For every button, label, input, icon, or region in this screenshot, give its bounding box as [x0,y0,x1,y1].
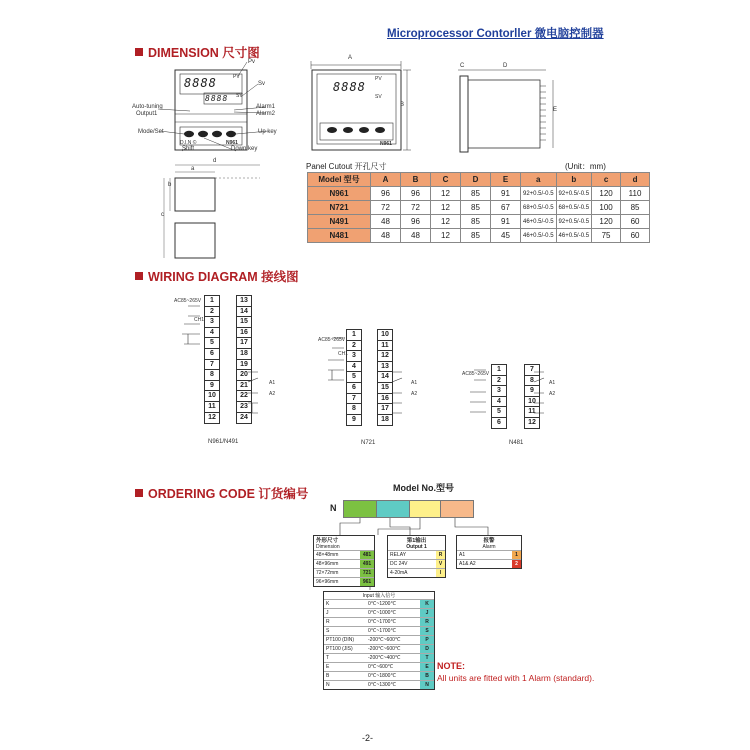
terminal: 4 [204,327,220,339]
table-header: B [401,173,431,187]
option-dimension-subtitle: Dimension [316,544,340,550]
table-row [308,201,650,215]
output1-label: Output1 [136,111,158,117]
input-range: 0℃~1800℃ [368,673,397,679]
option-text: A1& A2 [459,561,476,567]
panel-cutout-title: Panel Cutout 开孔尺寸 [306,162,387,171]
section-ordering [135,484,308,502]
list-item [388,559,445,568]
list-item [388,550,445,559]
cutout-label-a: a [191,166,195,172]
input-range: -200℃~600℃ [368,637,401,643]
terminal: 12 [377,350,393,362]
n961-a2: A2 [269,391,276,397]
option-code: R [436,551,445,559]
terminal: 3 [204,316,220,328]
input-type: S [326,628,330,634]
input-range: -200℃~600℃ [368,646,401,652]
table-cell: 110 [621,187,650,201]
table-cell: 96 [401,187,431,201]
table-cell: N961 [308,187,371,201]
list-item [324,626,434,635]
table-cell: 12 [431,215,461,229]
front-view-model: N961 [380,141,392,147]
table-cell: 48 [371,229,401,243]
terminal: 14 [377,371,393,383]
terminal: 6 [204,348,220,360]
terminal: 1 [491,364,507,376]
option-code: 1 [512,551,521,559]
table-cell: 92+0.5/-0.5 [556,215,592,229]
option-dimension-title: 外形尺寸 [316,538,339,544]
list-item [324,644,434,653]
table-cell: 72 [371,201,401,215]
input-code: K [420,600,434,608]
terminal: 7 [346,393,362,405]
side-view-label-c: C [460,63,465,69]
n961-caption: N961/N491 [208,439,239,445]
input-type: N [326,682,330,688]
terminal: 15 [377,382,393,394]
table-cell: 85 [461,201,491,215]
terminal: 1 [204,295,220,307]
terminal: 10 [524,396,540,408]
terminal: 2 [491,375,507,387]
n961-a1: A1 [269,380,276,386]
table-row [308,187,650,201]
table-cell: 100 [592,201,621,215]
terminal: 13 [236,295,252,307]
terminal: 2 [346,340,362,352]
cutout-label-d: d [213,158,217,164]
side-view-label-e: E [553,107,558,113]
table-cell: 91 [491,187,521,201]
table-cell: 48 [401,229,431,243]
table-cell: 120 [592,187,621,201]
n481-a2: A2 [549,391,556,397]
input-code: T [420,654,434,662]
option-text: 72×72mm [316,570,339,576]
option-code: 481 [360,551,374,559]
n721-ch1: CH1 [338,351,349,357]
option-dimension [313,535,375,587]
input-code: R [420,618,434,626]
front-view-sv: SV [375,94,382,100]
input-code: N [420,681,434,689]
terminal: 21 [236,380,252,392]
table-row [308,215,650,229]
section-ordering-title: ORDERING CODE 订货编号 [148,487,309,501]
option-alarm-subtitle: Alarm [482,544,496,550]
list-item [324,680,434,689]
table-cell: 85 [461,187,491,201]
pv-display: 8888 [184,76,217,90]
terminal: 18 [236,348,252,360]
option-code: 961 [360,578,374,586]
table-cell: 60 [621,229,650,243]
front-view-label-b: B [400,102,405,108]
terminal: 7 [524,364,540,376]
n481-a1: A1 [549,380,556,386]
option-output-subtitle: Output 1 [406,544,427,550]
terminal: 14 [236,306,252,318]
list-item [314,559,374,568]
list-item [324,662,434,671]
terminal: 3 [346,350,362,362]
option-output-title: 第1输出 [406,538,427,544]
terminal: 18 [377,414,393,426]
table-header: a [521,173,557,187]
section-bullet [135,489,143,497]
cutout-drawing [160,160,270,270]
n961-supply: AC85~265V [174,298,202,304]
table-header: d [621,173,650,187]
terminal: 8 [204,369,220,381]
input-range: 0℃~1700℃ [368,628,397,634]
table-cell: 45 [491,229,521,243]
terminal: 5 [204,337,220,349]
terminal: 17 [236,337,252,349]
auto-tuning-label: Auto-tuning [132,104,163,110]
alarm2-label: Alarm2 [256,111,276,117]
header-title: Microprocessor Contorller 微电脑控制器 [387,28,604,40]
table-cell: 85 [621,201,650,215]
option-text: RELAY [390,552,407,558]
terminal: 7 [204,359,220,371]
table-cell: 91 [491,215,521,229]
input-type: E [326,664,330,670]
list-item [324,635,434,644]
terminal: 6 [491,417,507,429]
input-code: J [420,609,434,617]
shift-label: Shift [182,146,195,152]
n961-ch1: CH1 [194,317,205,323]
front-view-display: 8888 [333,80,366,94]
option-code: 2 [512,560,521,568]
wiring-lines [170,290,590,440]
option-alarm [456,535,522,569]
terminal: 1 [346,329,362,341]
pv-arrow-label: Pv [248,59,256,65]
model-no-label: Model No.型号 [393,483,454,493]
table-cell: 12 [431,229,461,243]
table-cell: 12 [431,201,461,215]
table-header: c [592,173,621,187]
front-view-diagram [305,55,415,155]
input-type: B [326,673,330,679]
front-view-pv: PV [375,76,382,82]
cutout-label-b: b [168,182,172,188]
terminal: 9 [346,414,362,426]
panel-cutout-unit: (Unit：mm) [565,162,606,171]
input-range: -200℃~400℃ [368,655,401,661]
side-view-label-d: D [503,63,508,69]
input-type: PT100 (JIS) [326,646,353,652]
note-title: NOTE: [437,661,465,671]
model-label: N961 [226,140,238,146]
terminal: 17 [377,403,393,415]
table-cell: 67 [491,201,521,215]
sv-label: SV [236,93,243,99]
input-code: S [420,627,434,635]
input-type: J [326,610,329,616]
input-range: 0℃~600℃ [368,664,394,670]
terminal: 9 [204,380,220,392]
n481-supply: AC85~265V [462,371,490,377]
table-cell: 96 [371,187,401,201]
table-cell: 60 [621,215,650,229]
input-rows [324,599,434,689]
n721-caption: N721 [361,440,376,446]
input-type: PT100 (DIN) [326,637,355,643]
list-item [324,671,434,680]
terminal: 16 [377,393,393,405]
n721-supply: AC85~265V [318,337,346,343]
list-item [324,617,434,626]
n721-a2: A2 [411,391,418,397]
option-input [323,591,435,690]
terminal: 20 [236,369,252,381]
section-wiring [135,267,299,285]
side-view-diagram [450,62,570,157]
table-header: C [431,173,461,187]
terminal: 5 [346,371,362,383]
input-range: 0℃~1300℃ [368,682,397,688]
table-cell: N721 [308,201,371,215]
option-text: 48×96mm [316,561,339,567]
list-item [324,599,434,608]
option-text: DC 24V [390,561,408,567]
table-row [308,229,650,243]
option-text: A1 [459,552,466,558]
table-cell: 48 [371,215,401,229]
section-dimension-title: DIMENSION 尺寸图 [148,46,260,60]
terminal: 23 [236,401,252,413]
list-item [314,568,374,577]
terminal: 8 [524,375,540,387]
table-cell: 96 [401,215,431,229]
terminal: 11 [524,406,540,418]
terminal: 8 [346,403,362,415]
terminal: 11 [377,340,393,352]
list-item [324,653,434,662]
table-cell: 46+0.5/-0.5 [521,215,557,229]
option-code: V [436,560,445,568]
input-type: T [326,655,330,661]
note-text: All units are fitted with 1 Alarm (standard). [437,673,595,683]
terminal: 19 [236,359,252,371]
list-item [324,608,434,617]
table-cell: 92+0.5/-0.5 [521,187,557,201]
table-cell: 68+0.5/-0.5 [556,201,592,215]
model-prefix: N [330,503,337,513]
terminal: 12 [204,412,220,424]
table-cell: 12 [431,187,461,201]
table-cell: N491 [308,215,371,229]
list-item [457,550,521,559]
table-header: A [371,173,401,187]
table-cell: 46+0.5/-0.5 [556,229,592,243]
input-code: P [420,636,434,644]
terminal: 6 [346,382,362,394]
terminal: 3 [491,385,507,397]
list-item [457,559,521,568]
table-cell: 72 [401,201,431,215]
list-item [388,568,445,577]
table-header: E [491,173,521,187]
panel-cutout-table [307,172,650,243]
option-output [387,535,446,578]
terminal: 4 [491,396,507,408]
panel-cutout-table-wrap [307,172,650,243]
terminal: 16 [236,327,252,339]
brand-label: D.I.N © [180,140,197,146]
input-type: K [326,601,330,607]
table-cell: 85 [461,215,491,229]
table-header: Model 型号 [308,173,371,187]
terminal: 12 [524,417,540,429]
option-text: 96×96mm [316,579,339,585]
input-range: 0℃~1700℃ [368,619,397,625]
input-code: E [420,663,434,671]
section-bullet [135,272,143,280]
table-cell: 68+0.5/-0.5 [521,201,557,215]
table-header: D [461,173,491,187]
option-input-title: Input 输入信号 [362,593,396,599]
alarm1-label: Alarm1 [256,104,276,110]
table-cell: 120 [592,215,621,229]
terminal: 15 [236,316,252,328]
table-header: b [556,173,592,187]
input-range: 0℃~1000℃ [368,610,397,616]
down-key-label: Down key [231,146,258,152]
list-item [314,577,374,586]
terminal: 13 [377,361,393,373]
terminal: 9 [524,385,540,397]
front-view-label-a: A [348,55,353,61]
terminal: 11 [204,401,220,413]
section-bullet [135,48,143,56]
option-code: 491 [360,560,374,568]
terminal: 10 [204,390,220,402]
table-cell: 46+0.5/-0.5 [521,229,557,243]
input-type: R [326,619,330,625]
option-alarm-title: 报警 [483,538,495,544]
section-wiring-title: WIRING DIAGRAM 接线图 [148,270,299,284]
table-header-row [308,173,650,187]
terminal: 2 [204,306,220,318]
terminal: 22 [236,390,252,402]
sv-display: 8888 [205,94,229,103]
option-text: 48×48mm [316,552,339,558]
list-item [314,550,374,559]
n481-caption: N481 [509,440,524,446]
table-cell: 92+0.5/-0.5 [556,187,592,201]
table-cell: N481 [308,229,371,243]
sv-arrow-label: Sv [258,81,266,87]
option-text: 4-20mA [390,570,408,576]
input-range: 0℃~1200℃ [368,601,397,607]
input-code: D [420,645,434,653]
option-code: 721 [360,569,374,577]
terminal: 5 [491,406,507,418]
terminal: 10 [377,329,393,341]
table-cell: 75 [592,229,621,243]
cutout-label-c: c [161,212,164,218]
terminal: 24 [236,412,252,424]
input-code: B [420,672,434,680]
up-key-label: Up key [258,129,277,135]
pv-label: PV [233,74,240,80]
table-cell: 85 [461,229,491,243]
option-code: I [436,569,445,577]
mode-set-label: Mode/Set [138,129,164,135]
n721-a1: A1 [411,380,418,386]
terminal: 4 [346,361,362,373]
page-number: -2- [362,733,373,743]
